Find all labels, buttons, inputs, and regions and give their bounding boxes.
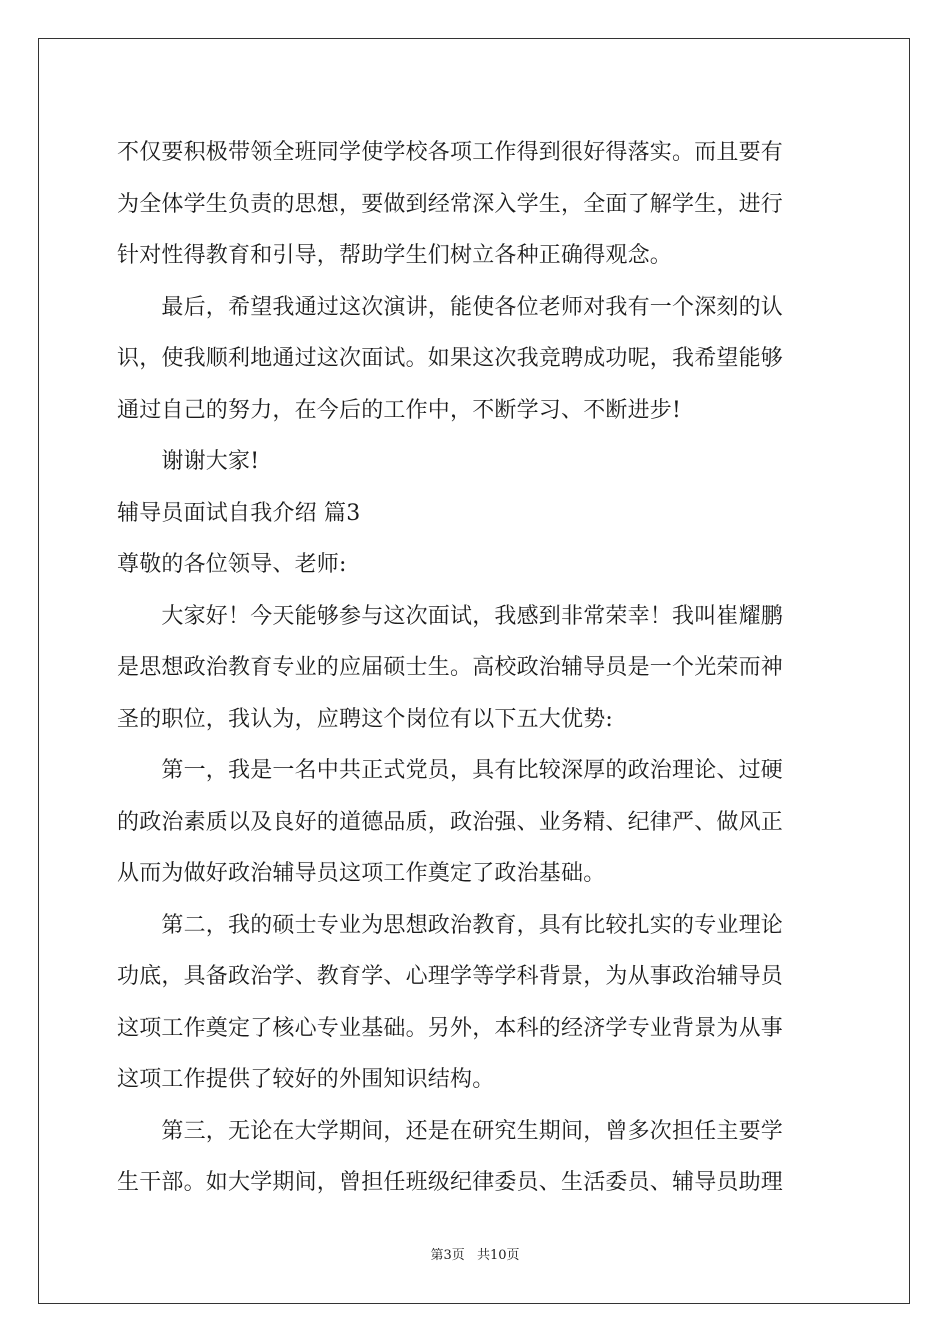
text-line: 大家好！今天能够参与这次面试，我感到非常荣幸！我叫崔耀鹏	[117, 603, 784, 629]
text-line: 第三，无论在大学期间，还是在研究生期间，曾多次担任主要学	[117, 1118, 784, 1144]
text-line: 不仅要积极带领全班同学使学校各项工作得到很好得落实。而且要有	[117, 140, 784, 165]
text-line: 的政治素质以及良好的道德品质，政治强、业务精、纪律严、做风正	[117, 809, 784, 835]
text-line: 这项工作提供了较好的外围知识结构。	[117, 1067, 495, 1092]
text-line: 是思想政治教育专业的应届硕士生。高校政治辅导员是一个光荣而神	[117, 655, 784, 680]
salutation: 尊敬的各位领导、老师:	[117, 552, 347, 577]
text-line: 针对性得教育和引导，帮助学生们树立各种正确得观念。	[117, 243, 673, 268]
page-footer	[0, 1244, 950, 1263]
text-line: 最后，希望我通过这次演讲，能使各位老师对我有一个深刻的认	[117, 294, 784, 320]
document-body	[117, 127, 833, 1209]
text-line: 为全体学生负责的思想，要做到经常深入学生，全面了解学生，进行	[117, 191, 784, 217]
text-line: 从而为做好政治辅导员这项工作奠定了政治基础。	[117, 861, 606, 886]
page-total: 共10页	[476, 1248, 520, 1263]
text-line: 圣的职位，我认为，应聘这个岗位有以下五大优势:	[117, 706, 614, 732]
text-line: 通过自己的努力，在今后的工作中，不断学习、不断进步!	[117, 397, 682, 423]
text-line: 识，使我顺利地通过这次面试。如果这次我竞聘成功呢，我希望能够	[117, 346, 784, 371]
text-line: 谢谢大家!	[117, 449, 260, 474]
page-number: 第3页	[430, 1248, 465, 1263]
text-line: 这项工作奠定了核心专业基础。另外，本科的经济学专业背景为从事	[117, 1015, 784, 1041]
text-line: 第二，我的硕士专业为思想政治教育，具有比较扎实的专业理论	[117, 912, 784, 938]
text-line: 功底，具备政治学、教育学、心理学等学科背景，为从事政治辅导员	[117, 964, 784, 989]
text-line: 生干部。如大学期间，曾担任班级纪律委员、生活委员、辅导员助理	[117, 1170, 784, 1195]
section-heading: 辅导员面试自我介绍 篇3	[117, 500, 361, 526]
text-line: 第一，我是一名中共正式党员，具有比较深厚的政治理论、过硬	[117, 758, 784, 783]
